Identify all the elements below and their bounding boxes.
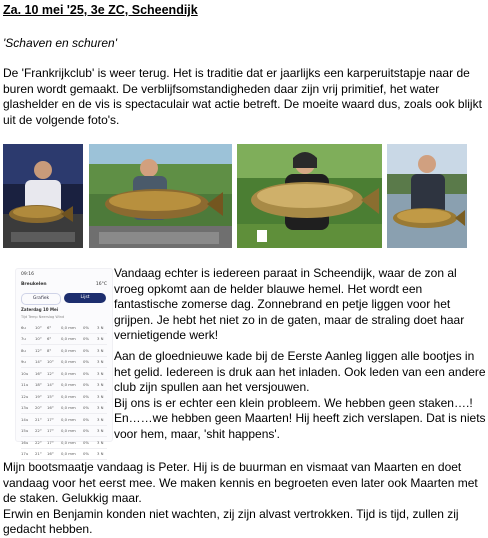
weather-cell: 3 N — [97, 347, 104, 353]
weather-hour-row — [21, 414, 107, 426]
weather-hour-row — [21, 380, 107, 392]
weather-cell: 0,0 mm — [61, 370, 76, 376]
weather-cell: 0% — [83, 359, 90, 365]
weather-cell: 17° — [47, 428, 54, 434]
weather-cell: 0% — [83, 416, 90, 422]
weather-cell: 0,0 mm — [61, 405, 76, 411]
intro-paragraph: De 'Frankrijkclub' is weer terug. Het is traditie dat er jaarlijks een karperuitstapje naar de buren wordt gemaakt. De verblijfsomstandigheden daar zijn vrij primitief, het water glashelder en de vis is spectaculair wat actie betreft. De moeite waard dus, zoals ook blijkt uit de volgende foto's. — [3, 66, 482, 127]
paragraph-kade — [114, 349, 488, 442]
weather-hour-row — [21, 322, 107, 334]
paragraph-kade-line-1: Aan de gloednieuwe kade bij de Eerste Aanleg liggen alle bootjes in het gelid. Iedereen is druk aan het inladen. Ook leden van een andere club zijn spullen aan het versjouwen. — [114, 349, 486, 394]
weather-cell: 15° — [47, 393, 54, 399]
weather-cell: 10u — [21, 370, 29, 376]
weather-hour-row — [21, 368, 107, 380]
weather-cell: 0% — [83, 405, 90, 411]
weather-cell: 0,0 mm — [61, 382, 76, 388]
weather-hour-row — [21, 334, 107, 346]
weather-cell: 0,0 mm — [61, 428, 76, 434]
weather-cell: 3 N — [97, 382, 104, 388]
weather-cell: 6° — [47, 336, 52, 342]
page-title: Za. 10 mei '25, 3e ZC, Scheendijk — [3, 3, 198, 17]
weather-cell: 19° — [35, 393, 42, 399]
weather-cell: 14u — [21, 416, 29, 422]
weather-hour-row — [21, 357, 107, 369]
carp-photo-3 — [237, 144, 382, 248]
weather-current-temp: 16°C — [95, 282, 107, 287]
weather-city: Breukelen — [21, 282, 47, 287]
weather-cell: 3 N — [97, 359, 104, 365]
weather-cell: 6° — [47, 324, 52, 330]
weather-cell: 16° — [47, 451, 54, 457]
weather-forecast-screenshot — [15, 268, 113, 457]
paragraph-kade-line-3: En……we hebben geen Maarten! Hij heeft zich verslapen. Dat is niets voor hem, maar, 'shit happens'. — [114, 411, 486, 441]
weather-cell: 0% — [83, 439, 90, 445]
weather-cell: 0,0 mm — [61, 451, 76, 457]
weather-day-label: Zaterdag 10 Mei — [21, 307, 59, 312]
weather-cell: 10° — [35, 324, 42, 330]
weather-cell: 0,0 mm — [61, 416, 76, 422]
weather-cell: 0% — [83, 347, 90, 353]
paragraph-peter: Mijn bootsmaatje vandaag is Peter. Hij is de buurman en vismaat van Maarten en doet vandaag voor het eerst mee. We maken kennis en begroeten even later ook Maarten met de staken. Gelukkig maar. — [3, 460, 478, 505]
weather-cell: 0% — [83, 336, 90, 342]
weather-cell: 14° — [35, 359, 42, 365]
weather-cell: 13u — [21, 405, 29, 411]
weather-cell: 9u — [21, 359, 26, 365]
weather-cell: 0,0 mm — [61, 336, 76, 342]
weather-cell: 0% — [83, 324, 90, 330]
weather-cell: 11u — [21, 382, 29, 388]
weather-cell: 8° — [47, 347, 52, 353]
weather-cell: 3 N — [97, 370, 104, 376]
weather-cell: 12u — [21, 393, 29, 399]
weather-cell: 6u — [21, 324, 26, 330]
weather-hour-row — [21, 449, 107, 461]
paragraph-erwin: Erwin en Benjamin konden niet wachten, zij zijn alvast vertrokken. Tijd is tijd, zullen zij gedacht hebben. — [3, 506, 459, 536]
carp-photo-4 — [387, 144, 467, 248]
weather-hour-row — [21, 391, 107, 403]
carp-photo-2 — [89, 144, 232, 248]
weather-column-header: Tijd Temp Neerslag Wind — [21, 315, 65, 319]
weather-cell: 3 N — [97, 451, 104, 457]
weather-cell: 8u — [21, 347, 26, 353]
weather-cell: 20° — [35, 405, 42, 411]
weather-cell: 0,0 mm — [61, 347, 76, 353]
weather-cell: 22° — [35, 428, 42, 434]
weather-cell: 0,0 mm — [61, 393, 76, 399]
weather-hour-list — [21, 322, 107, 460]
weather-cell: 18° — [35, 382, 42, 388]
weather-cell: 10° — [35, 336, 42, 342]
weather-cell: 0% — [83, 451, 90, 457]
weather-cell: 15u — [21, 428, 29, 434]
weather-time: 09:16 — [21, 272, 34, 277]
weather-cell: 0,0 mm — [61, 439, 76, 445]
paragraph-closing — [3, 460, 485, 538]
weather-cell: 12° — [35, 347, 42, 353]
weather-hour-row — [21, 437, 107, 449]
paragraph-sun: Vandaag echter is iedereen paraat in Scheendijk, waar de zon al vroeg opkomt aan de helder blauwe hemel. Het wordt een fantastische zomerse dag. Zonnebrand en petje liggen voor het grijpen. Je hebt het niet zo in de gaten, maar de straling doet haar vernietigende werk! — [114, 266, 465, 342]
weather-cell: 14° — [47, 382, 54, 388]
weather-cell: 3 N — [97, 428, 104, 434]
weather-tab-graph: Grafiek — [21, 293, 61, 305]
weather-cell: 0,0 mm — [61, 324, 76, 330]
weather-cell: 16° — [47, 405, 54, 411]
weather-cell: 16° — [35, 370, 42, 376]
weather-cell: 3 N — [97, 439, 104, 445]
weather-cell: 0% — [83, 428, 90, 434]
weather-cell: 0,0 mm — [61, 359, 76, 365]
weather-cell: 7u — [21, 336, 26, 342]
weather-hour-row — [21, 403, 107, 415]
weather-cell: 17u — [21, 451, 29, 457]
weather-cell: 21° — [35, 451, 42, 457]
weather-cell: 17° — [47, 439, 54, 445]
weather-cell: 0% — [83, 393, 90, 399]
paragraph-kade-line-2: Bij ons is er echter een klein probleem. We hebben geen staken….! — [114, 395, 473, 410]
weather-cell: 12° — [47, 370, 54, 376]
weather-cell: 3 N — [97, 416, 104, 422]
weather-cell: 10° — [47, 359, 54, 365]
page-subtitle: 'Schaven en schuren' — [3, 36, 117, 50]
weather-cell: 3 N — [97, 393, 104, 399]
weather-tab-list: Lijst — [64, 293, 106, 303]
weather-cell: 21° — [35, 416, 42, 422]
weather-cell: 22° — [35, 439, 42, 445]
weather-hour-row — [21, 426, 107, 438]
weather-cell: 3 N — [97, 336, 104, 342]
weather-cell: 0% — [83, 370, 90, 376]
weather-cell: 16u — [21, 439, 29, 445]
weather-cell: 3 N — [97, 405, 104, 411]
weather-cell: 0% — [83, 382, 90, 388]
carp-photo-1 — [3, 144, 83, 248]
weather-cell: 3 N — [97, 324, 104, 330]
weather-cell: 17° — [47, 416, 54, 422]
weather-hour-row — [21, 345, 107, 357]
